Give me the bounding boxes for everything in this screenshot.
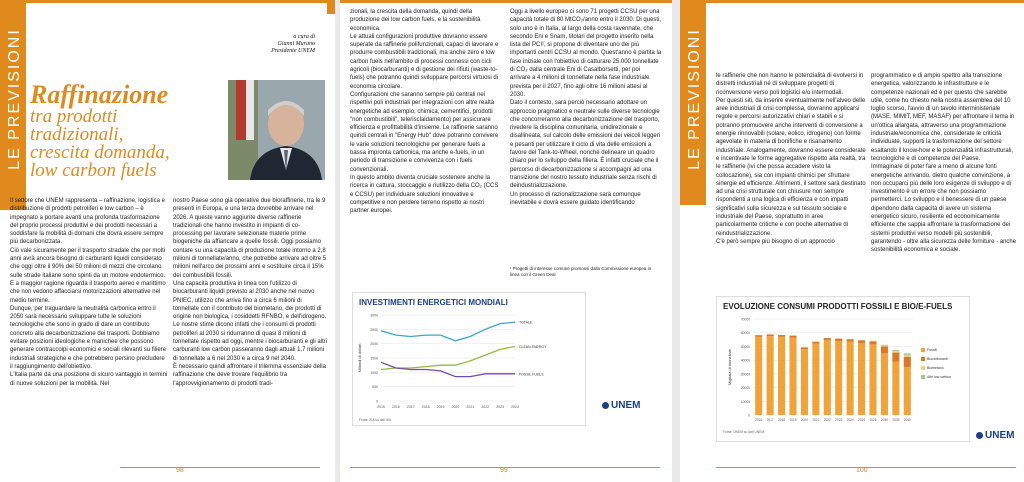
x-tick-label: 2025 [858, 418, 866, 422]
unem-logo [602, 400, 640, 411]
x-tick-label: 2040 [903, 418, 911, 422]
bar-segment [801, 349, 808, 415]
page-right [680, 0, 1024, 482]
paragraph: Le attuali configurazioni produttive dovranno essere superate da raffinerie polifunzionali, capaci di lavorare e produrre combustibili tradizionali, ma anche zero e low carbon fuels nell'ambito di processi connessi con cicli agricoli (biocarburanti) e di gestione dei rifiuti (waste-to-fuels) che potranno quindi sviluppare percorsi virtuosi di economia circolare. [350, 33, 499, 90]
y-tick-label: 500 [372, 385, 378, 390]
bar-segment [869, 341, 876, 342]
bar-segment [858, 343, 865, 415]
y-tick-label: 40000 [740, 358, 750, 363]
bar-segment [812, 342, 819, 344]
page-middle [340, 0, 672, 482]
bar-segment [892, 350, 899, 351]
x-tick-label: 2030 [880, 418, 888, 422]
y-tick-label: 60000 [740, 331, 750, 336]
paragraph: Dato il contesto, sarà perciò necessario adottare un approccio pragmatico e neutrale sulle diverse tecnologie che concorreranno alla decarbonizzazione del trasporto, rivedere la disciplina comunitaria, unidirezionale e disallineata, sul calcolo delle emissioni dei veicoli leggeri e pesanti per utilizzare il ciclo di vita delle emissioni a favore del Tank-to-Wheel, nonché delineare un quadro chiaro per lo sviluppo della filiera. È infatti cruciale che il percorso di decarbonizzazione si accompagni ad una transizione del nostro tessuto industriale senza rischi di deindustrializzazione. [510, 100, 661, 190]
bar-segment [755, 337, 762, 415]
unem-logo [976, 430, 1014, 441]
bar-segment [847, 342, 854, 415]
x-tick-label: 2022 [481, 405, 490, 409]
chart-investimenti [352, 292, 586, 426]
section-label: LE PREVISIONI [686, 28, 703, 170]
chart-source: Fonte: UNEM su dati UNEM [723, 430, 765, 434]
p3-column-2 [871, 72, 1018, 294]
paragraph: Immaginare di poter fare a meno di alcune fonti energetiche arrivando, dietro qualche convinzione, a non occuparci più delle loro esigenze di sviluppo e di investimento è un errore che non possiamo permetterci. Lo sviluppo e il benessere di un paese dipendono dalla capacità di avere un sistema energetico sicuro, resiliente ed economicamente efficiente che sappia affrontare la trasformazione dei sistemi produttivi verso modelli più sostenibili, garantendo - oltre alla sicurezza delle forniture - anche sostenibilità economica e sociale. [871, 164, 1017, 254]
y-tick-label: 0 [376, 399, 378, 404]
bar-segment [824, 338, 831, 340]
bar-segment [904, 353, 911, 355]
x-tick-label: 2035 [892, 418, 900, 422]
byline-role: Presidente UNEM [271, 48, 315, 54]
section-band [680, 0, 706, 205]
x-tick-label: 2019 [789, 418, 797, 422]
y-tick-label: 70000 [740, 317, 750, 322]
y-tick-label: 1000 [370, 370, 378, 375]
x-tick-label: 2024 [846, 418, 854, 422]
y-tick-label: 20000 [740, 386, 750, 391]
legend-swatch [921, 348, 925, 352]
bar-segment [801, 347, 808, 349]
paragraph: zionali, la crescita della domanda, quindi della produzione dei low carbon fuels, e la sostenibilità economica. [350, 9, 481, 32]
legend-label: Fossili [927, 348, 937, 352]
bar-segment [835, 339, 842, 341]
bar-chart-svg [717, 311, 969, 441]
page-left [0, 0, 335, 482]
bar-segment [847, 339, 854, 341]
byline-prefix: a cura di [293, 34, 315, 40]
paragraph: In questo ambito diventa cruciale sostenere anche la ricerca in cattura, stoccaggio e riutilizzo della CO₂ (CCS e CCSU) per individuare soluzioni innovative e competitive e non perdere terreno rispetto ai nostri partner europei. [350, 174, 499, 215]
article-title [30, 82, 230, 180]
paragraph: Le nostre stime dicono infatti che i consumi di prodotti petroliferi al 2030 si ridurranno di quasi 8 milioni di tonnellate rispetto ad oggi, mentre i biocarburanti e gli altri carburanti low carbon passeranno dagli attuali 1,7 milioni di tonnellate a 6 nel 2030 e a circa 9 nel 2040. [173, 322, 328, 362]
line-chart-svg [353, 307, 585, 427]
bar-segment [835, 341, 842, 415]
bar-segment [869, 344, 876, 415]
paragraph: nostro Paese sono già operative due bioraffinerie, tra le 9 presenti in Europa, e una terza dovrebbe arrivare nel 2026. A queste vanno aggiunte diverse raffinerie tradizionali che hanno investito in impianti di co-processing per lavorare selezionate materie prime biogeniche da affiancare a quelle fossili. Oggi possiamo contare su una capacità di produzione totale intorno a 2,8 milioni di tonnellate/anno, che potrebbe arrivare ad oltre 5 milioni nell'arco dei prossimi anni e sostituire circa il 15% dei combustibili fossili. [173, 198, 327, 279]
x-tick-label: 2017 [766, 418, 774, 422]
x-tick-label: 2018 [778, 418, 786, 422]
paragraph: Per questi siti, da inserire eventualmente nell'alveo delle aree industriali di crisi complessa, dovranno applicarsi regole e percorsi autorizzativi chiari e stabili e si potranno promuovere anche interventi di conversione a energie rinnovabili (solare, eolico, idrogeno) con forme agevolate in materia di bonifiche e risanamento industriale. Analogamente, dovranno essere considerate e incentivate le forme aggregative rispetto alla realtà, tra le raffinerie (ivi che possa accadere visto la collocazione), sia con impianti chimici per sfruttare sinergie ed efficienze. Altrimenti, il settore sarà destinato ad una crisi strutturale con chiusure non sempre rispondenti a una logica di efficienza e con impatti significativi sulla sicurezza e sul tessuto sociale e industriale del Paese, soprattutto in aree particolarmente critiche e con poche alternative di reindustrializzazione. [716, 97, 866, 237]
x-tick-label: 2024 [511, 405, 519, 409]
p2-column-1 [350, 8, 502, 278]
y-tick-label: 1500 [370, 356, 378, 361]
top-rule [706, 0, 1024, 3]
paragraph: Il settore che UNEM rappresenta – raffinazione, logistica e distribuzione di prodotti petroliferi e low carbon – è impegnato a portare avanti una profonda trasformazione del proprio processi produttivi e dei prodotti necessari a soddisfare la mobilità di domani che dovrà essere sempre più decarbonizzata. [10, 198, 165, 246]
page-number: 100 [856, 467, 868, 474]
legend-label: FOSSIL FUELS [519, 372, 544, 377]
author-photo [228, 80, 325, 180]
title-line-2: tradizionali, [30, 124, 124, 145]
y-tick-label: 2000 [370, 342, 378, 347]
bar-segment [789, 336, 796, 338]
paragraph: C'è però sempre più bisogno di un approccio [716, 238, 835, 245]
bar-segment [904, 357, 911, 367]
bar-segment [869, 341, 876, 344]
bar-segment [778, 337, 785, 415]
logo-mark-icon [602, 402, 609, 409]
bar-segment [904, 355, 911, 357]
legend-label: Biometano [927, 366, 944, 370]
x-tick-label: 2022 [823, 418, 831, 422]
corner-mark [327, 0, 335, 14]
y-tick-label: 50000 [740, 344, 750, 349]
bar-segment [812, 344, 819, 415]
x-tick-label: 2026 [869, 418, 877, 422]
bar-segment [892, 351, 899, 352]
x-tick-label: 2016 [391, 405, 400, 409]
x-tick-label: 2018 [421, 405, 430, 409]
title-line-1: tra prodotti [30, 106, 118, 127]
series-line [381, 322, 515, 341]
bar-segment [881, 353, 888, 415]
x-tick-label: 2020 [800, 418, 808, 422]
logo-text: UNEM [985, 430, 1015, 441]
legend-swatch [921, 375, 925, 379]
legend-label: TOTALE [519, 320, 533, 325]
bar-segment [858, 340, 865, 343]
section-band [0, 0, 26, 210]
y-tick-label: 3000 [370, 313, 378, 318]
series-line [381, 362, 515, 376]
y-tick-label: 30000 [740, 372, 750, 377]
legend-label: Biocarburanti [927, 357, 948, 361]
chart-consumi [716, 296, 970, 442]
x-tick-label: 2017 [406, 405, 415, 409]
p1-column-1 [10, 197, 168, 472]
bar-segment [881, 345, 888, 346]
paragraph: Ciò vale sicuramente per il trasporto stradale che per molti anni avrà ancora bisogno di carburanti liquidi considerato che oggi oltre il 90% dei 50 milioni di mezzi che circolano sulle strade italiane sono spinti da un motore endotermico. E a maggior ragione riguarda il trasporto aereo e marittimo che non vedono affacciarsi motorizzazioni alternative nel medio termine. [10, 247, 166, 304]
title-main: Raffinazione [30, 80, 169, 109]
legend-label: CLEAN ENERGY [519, 345, 547, 350]
p3-column-1 [716, 72, 866, 294]
paragraph: Oggi a livello europeo ci sono 71 progetti CCSU per una capacità totale di 80 MtCO₂/anno entro il 2030. Di questi, solo uno è in Italia, al largo della costa ravennate, che secondo Eni e Snam, titolari del progetto inserito nella lista dei PCI¹, si propone di diventare uno dei più importanti centri CCSU al mondo. Quest'anno è partita la fase iniziale con l'obiettivo di catturare 25.000 tonnellate di CO₂ dalla centrale Eni di Casalborsetti, per poi arrivare a 4 milioni di tonnellate nella fase industriale prevista per il 2027, fino agli oltre 16 milioni attesi al 2030. [510, 9, 662, 98]
paragraph: le raffinerie che non hanno le potenzialità di evolversi in distretti industriali né di sviluppare progetti di riconversione verso poli logistici e/o intermodali. [716, 73, 864, 96]
bar-segment [904, 367, 911, 415]
paragraph: Una capacità produttiva in linea con l'utilizzo di biocarburanti liquidi previsto al 2030 anche nel nuovo PNIEC, utilizzo che arriva fino a circa 6 milioni di tonnellate con il contributo del biometano, dei prodotti di origine non biologica, i cosiddetti RFNBO, e dell'idrogeno. [173, 280, 327, 321]
y-tick-label: 2500 [370, 327, 378, 332]
byline-author: Gianni Murano [277, 41, 315, 47]
section-label: LE PREVISIONI [6, 28, 23, 170]
page-number: 98 [176, 467, 184, 474]
y-tick-label: 0 [748, 413, 750, 418]
bar-segment [767, 336, 774, 415]
legend-swatch [921, 366, 925, 370]
byline [205, 34, 315, 55]
bar-segment [778, 335, 785, 337]
bar-segment [755, 335, 762, 337]
p2-column-2 [510, 8, 662, 263]
x-tick-label: 2021 [466, 405, 475, 409]
legend-label: Altri low carbon [927, 375, 951, 379]
y-tick-label: 10000 [740, 399, 750, 404]
chart-title: EVOLUZIONE CONSUMI PRODOTTI FOSSILI E BIO/E-FUELS [723, 302, 953, 311]
paragraph: È necessario quindi affrontare il trilemma essenziale della raffinazione che deve trovare l'equilibrio tra l'approvvigionamento di prodotti tradi- [173, 363, 326, 387]
logo-text: UNEM [611, 400, 641, 411]
x-tick-label: 2015 [377, 405, 385, 409]
top-rule [26, 0, 335, 3]
bar-segment [881, 345, 888, 346]
x-tick-label: 2021 [812, 418, 820, 422]
top-rule [340, 0, 672, 3]
bar-segment [824, 340, 831, 415]
bar-segment [767, 334, 774, 336]
chart-title: INVESTIMENTI ENERGETICI MONDIALI [359, 298, 508, 307]
paragraph: Configurazioni che saranno sempre più centrali nei rispettivi poli industriali per integrazioni con altre realtà energetiche ad esempio, chimica, cementifici, prodotti "non combustibili", telerisclaldamento) per assicurare efficienza e profittabilità d'insieme. Le raffinerie saranno quindi centrali in "Energy Hub" dove potranno convivere le varie soluzioni tecnologiche per generare fuels a bassa impronta carbonica, ma anche e-fuels, in un periodo di transizione e convivenza con i fuels convenzionali. [350, 91, 499, 173]
y-axis-label: Migliaia di tonnellate [727, 348, 732, 386]
paragraph: Dunque, per traguardare la neutralità carbonica entro il 2050 sarà necessario sviluppare tutte le soluzioni tecnologiche che sono in grado di dare un contributo concreto alla decarbonizzazione dei trasporti. Dobbiamo evitare posizioni ideologiche e manichee che possono generare contraccolpi economici e sociali rilevanti su filiere industriali strategiche e che potrebbero persino precludere il raggiungimento dell'obiettivo. [10, 305, 167, 370]
legend-swatch [921, 357, 925, 361]
y-axis-label: Miliardi di dollari [357, 343, 362, 373]
footnote: ¹ Progetti di interesse comune promossi dalla Commissione europea in linea con il Green Deal [510, 266, 652, 277]
x-tick-label: 2023 [496, 405, 505, 409]
page-number: 99 [500, 467, 508, 474]
paragraph: L'Italia parte da una posizione di sicuro vantaggio in termini di nuove soluzioni per la mobilità. Nel [10, 372, 168, 387]
bar-segment [892, 362, 899, 415]
x-tick-label: 2020 [451, 405, 460, 409]
x-tick-label: 2016 [755, 418, 763, 422]
logo-mark-icon [976, 432, 983, 439]
bar-segment [892, 353, 899, 362]
x-tick-label: 2019 [436, 405, 445, 409]
chart-source: Fonte: IEA su dati IEA [359, 418, 392, 422]
paragraph: programmatico e di ampio spettro alla transizione energetica, valorizzando le infrastrutture e le competenze nazionali ed è per questo che sarebbe utile, come ho chiesto nella nostra assemblea del 10 luglio scorso, l'avvio di un tavolo interministeriale (MASE, MIMIT, MEF, MASAF) per affrontare il tema in un'ottica allargata, attraverso una programmazione industriale/economica che, considerate le criticità individuate, supporti la trasformazione del settore esaltando il know-how e le potenzialità infrastrutturali, tecnologiche e di competenze del Paese. [871, 73, 1015, 162]
x-tick-label: 2023 [835, 418, 843, 422]
footer-rule [120, 467, 320, 468]
portrait-image [228, 80, 325, 180]
paragraph: Un processo di razionalizzazione sarà comunque inevitabile e dovrà essere guidato identificando [510, 191, 641, 206]
title-line-3: crescita domanda, [30, 142, 170, 163]
bar-segment [881, 346, 888, 353]
bar-segment [789, 338, 796, 415]
p1-column-2 [173, 197, 328, 472]
title-line-4: low carbon fuels [30, 160, 157, 181]
